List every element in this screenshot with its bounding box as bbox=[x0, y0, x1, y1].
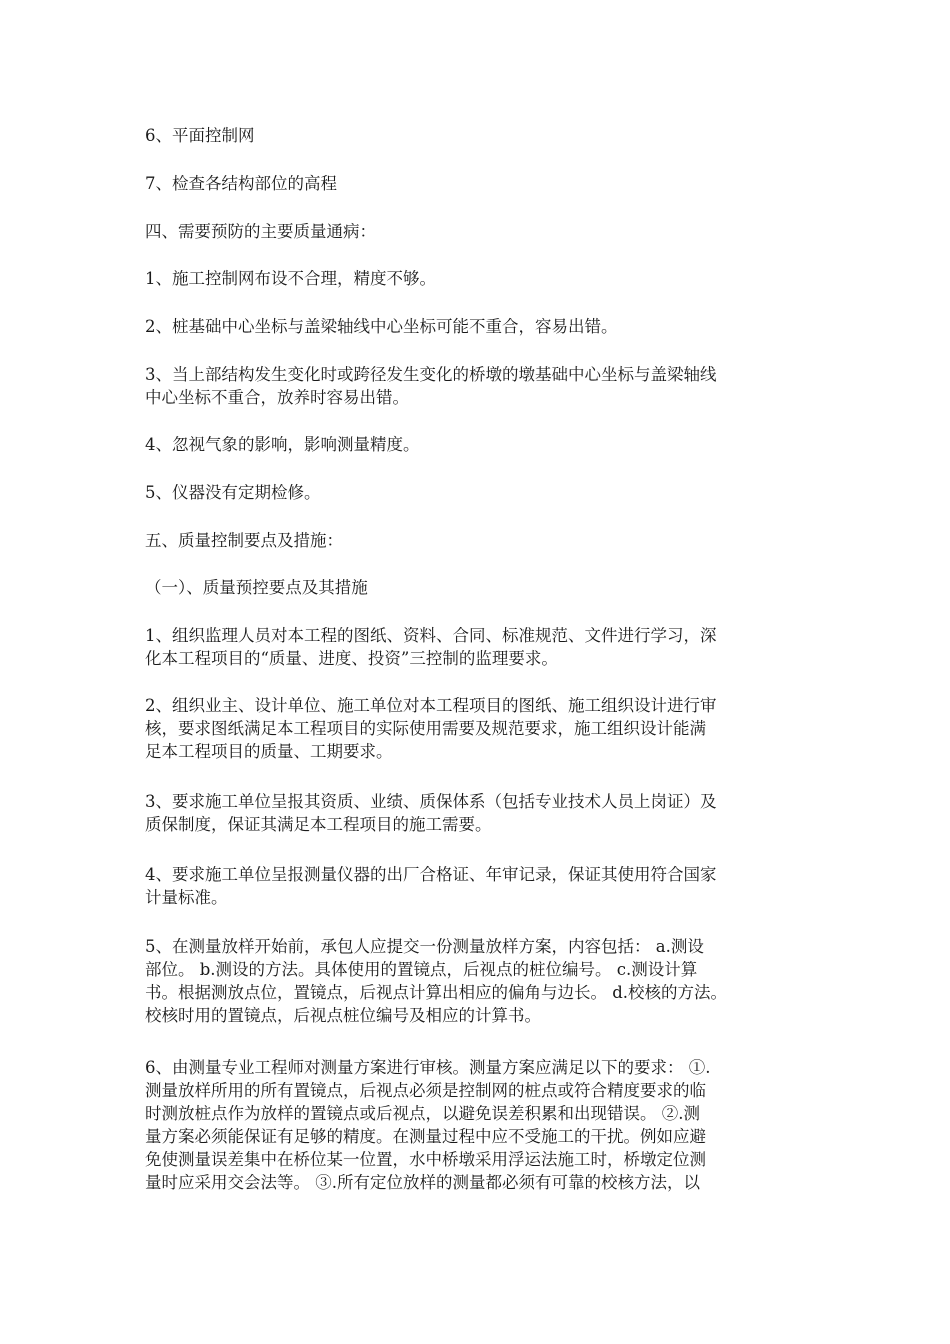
section-heading-5: 五、质量控制要点及措施： bbox=[145, 531, 343, 550]
paragraph-item-6: 6、平面控制网 bbox=[145, 126, 255, 145]
paragraph-defect-2: 2、桩基础中心坐标与盖梁轴线中心坐标可能不重合，容易出错。 bbox=[145, 317, 618, 336]
paragraph-defect-5: 5、仪器没有定期检修。 bbox=[145, 483, 321, 502]
paragraph-measure-5: 5、在测量放样开始前，承包人应提交一份测量放样方案，内容包括： a.测设 部位。 b.测设的方法。具体使用的置镜点，后视点的桩位编号。 c.测设计算 书。根据测放点位，置镜点，后视点计算出相应的偏角与边长。 d.校核的方法。 校核时用的置镜点，后视点桩位编号及相应的计算书。 bbox=[145, 937, 728, 1025]
paragraph-defect-4: 4、忽视气象的影响，影响测量精度。 bbox=[145, 435, 420, 454]
paragraph-measure-4: 4、要求施工单位呈报测量仪器的出厂合格证、年审记录，保证其使用符合国家 计量标准。 bbox=[145, 865, 717, 907]
paragraph-measure-6: 6、由测量专业工程师对测量方案进行审核。测量方案应满足以下的要求： ①. 测量放样所用的所有置镜点，后视点必须是控制网的桩点或符合精度要求的临 时测放桩点作为放样的置镜点或后视点，以避免误差积累和出现错误。 ②.测 量方案必须能保证有足够的精度。在测量过程中应不受施工的干扰。例如应避 免使测量误差集中在桥位某一位置，水中桥墩采用浮运法施工时，桥墩定位测 量时应采用交会法等。 ③.所有定位放样的测量都必须有可靠的校核方法，以 bbox=[145, 1058, 711, 1192]
paragraph-measure-2: 2、组织业主、设计单位、施工单位对本工程项目的图纸、施工组织设计进行审 核，要求图纸满足本工程项目的实际使用需要及规范要求，施工组织设计能满 足本工程项目的质量、工期要求。 bbox=[145, 696, 717, 761]
paragraph-defect-1: 1、施工控制网布设不合理，精度不够。 bbox=[145, 269, 436, 288]
paragraph-measure-1: 1、组织监理人员对本工程的图纸、资料、合同、标准规范、文件进行学习，深 化本工程项目的“质量、进度、投资”三控制的监理要求。 bbox=[145, 626, 717, 668]
paragraph-defect-3: 3、当上部结构发生变化时或跨径发生变化的桥墩的墩基础中心坐标与盖梁轴线 中心坐标不重合，放养时容易出错。 bbox=[145, 365, 717, 407]
paragraph-measure-3: 3、要求施工单位呈报其资质、业绩、质保体系（包括专业技术人员上岗证）及 质保制度，保证其满足本工程项目的施工需要。 bbox=[145, 792, 717, 834]
paragraph-item-7: 7、检查各结构部位的高程 bbox=[145, 174, 337, 193]
section-heading-4: 四、需要预防的主要质量通病： bbox=[145, 222, 376, 241]
subsection-heading-1: （一）、质量预控要点及其措施 bbox=[145, 578, 368, 597]
